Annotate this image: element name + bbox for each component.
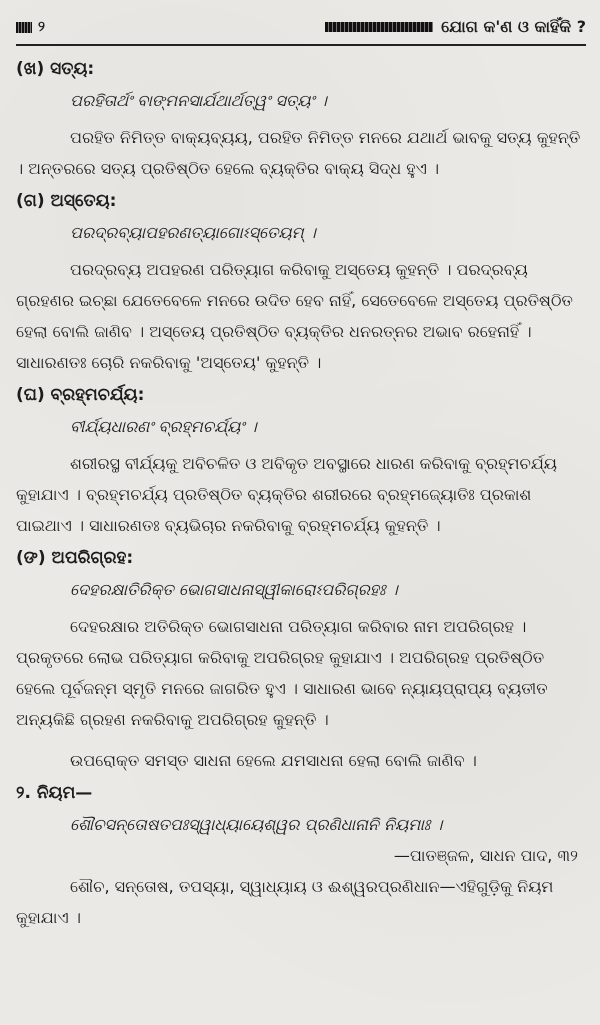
page-header	[16, 10, 586, 46]
verse-aparigraha: ଦେହରକ୍ଷାତିରିକ୍ତ ଭୋଗସାଧନାସ୍ୱୀକାରୋଽପରିଗ୍ରହଃ ।	[70, 580, 398, 599]
paragraph-satya: ପରହିତ ନିମିତ୍ତ ବାକ୍ୟବ୍ୟୟ, ପରହିତ ନିମିତ୍ତ ମନରେ ଯଥାର୍ଥ ଭାବକୁ ସତ୍ୟ କୁହନ୍ତି । ଅନ୍ତରରେ ସତ୍ୟ ପ୍ରତିଷ୍ଠିତ ହେଲେ ବ୍ୟକ୍ତିର ବାକ୍ୟ ସିଦ୍ଧ ହୁଏ ।	[16, 128, 581, 178]
header-ornament-icon	[16, 22, 32, 33]
page-number-group	[16, 19, 45, 35]
page-content	[16, 54, 586, 933]
running-head	[325, 17, 586, 37]
heading-aparigraha: (ଙ) ଅପରିଗ୍ରହ:	[16, 548, 134, 568]
page-number: ୨	[38, 19, 45, 35]
running-head-ornament-icon	[325, 22, 433, 32]
heading-satya: (ଖ) ସତ୍ୟ:	[16, 59, 95, 79]
verse-satya: ପରହିତାର୍ଥଂ ବାଙ୍ମନସାର୍ଯଥାର୍ଥତ୍ୱଂ ସତ୍ୟଂ ।	[70, 91, 327, 110]
paragraph-niyama: ଶୌଚ, ସନ୍ତୋଷ, ତପସ୍ୟା, ସ୍ୱାଧ୍ୟାୟ ଓ ଈଶ୍ୱରପ୍ରଣିଧାନ—ଏହିଗୁଡ଼ିକୁ ନିୟମ କୁହାଯାଏ ।	[16, 877, 554, 927]
summary-paragraph: ଉପରୋକ୍ତ ସମସ୍ତ ସାଧନା ହେଲେ ଯମସାଧନା ହେଲା ବୋଲି ଜାଣିବ ।	[70, 751, 477, 770]
citation-niyama: —ପାତଞ୍ଜଳ, ସାଧନ ପାଦ, ୩୨	[393, 846, 578, 865]
heading-brahmacharya: (ଘ) ବ୍ରହ୍ମଚର୍ଯ୍ୟ:	[16, 385, 145, 405]
paragraph-aparigraha: ଦେହରକ୍ଷାର ଅତିରିକ୍ତ ଭୋଗସାଧନା ପରିତ୍ୟାଗ କରିବାର ନାମ ଅପରିଗ୍ରହ । ପ୍ରକୃତରେ ଲୋଭ ପରିତ୍ୟାଗ କରିବାକୁ ଅପରିଗ୍ରହ କୁହାଯାଏ । ଅପରିଗ୍ରହ ପ୍ରତିଷ୍ଠିତ ହେଲେ ପୂର୍ବଜନ୍ମ ସ୍ମୃତି ମନରେ ଜାଗରିତ ହୁଏ । ସାଧାରଣ ଭାବେ ନ୍ୟାୟପ୍ରାପ୍ୟ ବ୍ୟତୀତ ଅନ୍ୟକିଛି ଗ୍ରହଣ ନକରିବାକୁ ଅପରିଗ୍ରହ କୁହନ୍ତି ।	[16, 617, 548, 729]
verse-niyama: ଶୌଚସନ୍ତୋଷତପଃସ୍ୱାଧ୍ୟାୟେଶ୍ୱର ପ୍ରଣିଧାନାନି ନିୟମାଃ ।	[70, 815, 443, 834]
paragraph-brahmacharya: ଶରୀରସ୍ଥ ବୀର୍ଯ୍ୟକୁ ଅବିଚଳିତ ଓ ଅବିକୃତ ଅବସ୍ଥାରେ ଧାରଣ କରିବାକୁ ବ୍ରହ୍ମଚର୍ଯ୍ୟ କୁହାଯାଏ । ବ୍ରହ୍ମଚର୍ଯ୍ୟ ପ୍ରତିଷ୍ଠିତ ବ୍ୟକ୍ତିର ଶରୀରରେ ବ୍ରହ୍ମଜ୍ୟୋତିଃ ପ୍ରକାଶ ପାଇଥାଏ । ସାଧାରଣତଃ ବ୍ୟଭିଚାର ନକରିବାକୁ ବ୍ରହ୍ମଚର୍ଯ୍ୟ କୁହନ୍ତି ।	[16, 454, 557, 535]
verse-brahmacharya: ବୀର୍ଯ୍ୟଧାରଣଂ ବ୍ରହ୍ମଚର୍ଯ୍ୟଂ ।	[70, 417, 257, 436]
running-title: ଯୋଗ କ'ଣ ଓ କାହିଁକି ?	[441, 17, 586, 36]
heading-niyama: ୨. ନିୟମ—	[16, 783, 93, 803]
paragraph-asteya: ପରଦ୍ରବ୍ୟ ଅପହରଣ ପରିତ୍ୟାଗ କରିବାକୁ ଅସ୍ତେୟ କୁହନ୍ତି । ପରଦ୍ରବ୍ୟ ଗ୍ରହଣର ଇଚ୍ଛା ଯେତେବେଳେ ମନରେ ଉଦିତ ହେବ ନାହିଁ, ସେତେବେଳେ ଅସ୍ତେୟ ପ୍ରତିଷ୍ଠିତ ହେଲା ବୋଲି ଜାଣିବ । ଅସ୍ତେୟ ପ୍ରତିଷ୍ଠିତ ବ୍ୟକ୍ତିର ଧନରତ୍ନର ଅଭାବ ରହେନାହିଁ । ସାଧାରଣତଃ ଚୋରି ନକରିବାକୁ 'ଅସ୍ତେୟ' କୁହନ୍ତି ।	[16, 260, 573, 372]
heading-asteya: (ଗ) ଅସ୍ତେୟ:	[16, 191, 117, 211]
verse-asteya: ପରଦ୍ରବ୍ୟାପହରଣତ୍ୟାଗୋଽସ୍ତେୟମ୍ ।	[70, 223, 316, 242]
